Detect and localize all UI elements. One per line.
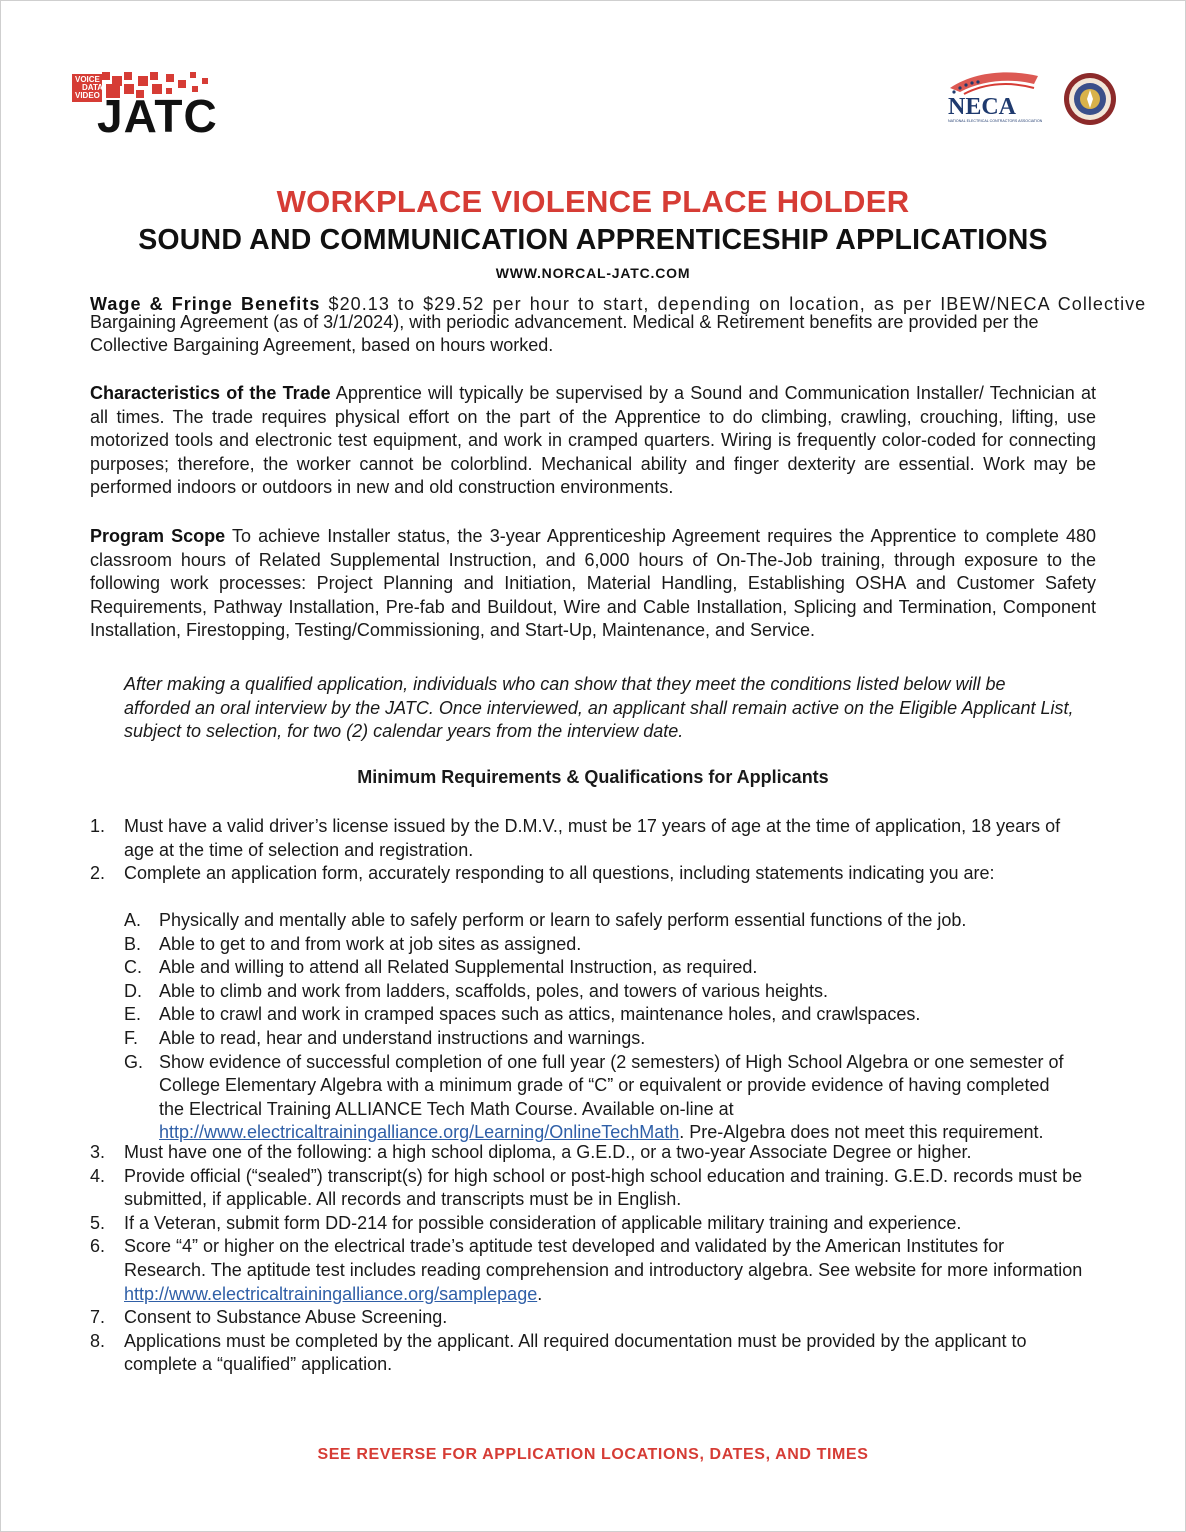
jatc-logo <box>72 72 272 134</box>
sub-list-item-text: Able to get to and from work at job sites as assigned. <box>159 933 582 954</box>
jatc-wordmark: JATC <box>97 90 218 134</box>
requirements-list-top <box>0 815 1186 886</box>
list-item <box>0 1165 1186 1212</box>
tech-math-link[interactable]: http://www.electricaltrainingalliance.org/Learning/OnlineTechMath <box>159 1122 680 1143</box>
sub-g-text-after: . Pre-Algebra does not meet this requirement. <box>679 1122 1044 1143</box>
sub-list-item-letter: G. <box>124 1051 144 1072</box>
list-item-number: 7. <box>90 1307 106 1328</box>
list-item <box>0 1141 1186 1165</box>
list-item <box>0 1212 1186 1236</box>
req-6-text: Score “4” or higher on the electrical trade’s aptitude test developed and validated by the American Institutes for Research. The aptitude test includes reading comprehension and introductory algebra. See website for more information <box>124 1236 1083 1280</box>
sub-list-item-letter: B. <box>124 933 142 954</box>
program-scope-text: To achieve Installer status, the 3-year Apprenticeship Agreement requires the Apprentice to complete 480 classroom hours of Related Supplemental Instruction, and 6,000 hours of On-The-Job training, through exposure to the following work processes: Project Planning and Initiation, Material Handling, Establishing OSHA and Customer Safety Requirements, Pathway Installation, Pre-fab and Buildout, Wire and Cable Installation, Splicing and Termination, Component Installation, Firestopping, Testing/Commissioning, and Start-Up, Maintenance, and Service. <box>90 526 1097 641</box>
sub-list-item-text <box>159 1051 1079 1145</box>
sub-list-item-text: Physically and mentally able to safely perform or learn to safely perform essential functions of the job. <box>159 910 967 930</box>
neca-subtext: NATIONAL ELECTRICAL CONTRACTORS ASSOCIATION <box>948 119 1042 123</box>
footer-note: SEE REVERSE FOR APPLICATION LOCATIONS, DATES, AND TIMES <box>317 1446 869 1463</box>
list-item <box>0 862 1186 886</box>
list-item <box>0 815 1186 862</box>
sub-list-item-letter: E. <box>124 1004 142 1025</box>
wage-line1: $20.13 to $29.52 per hour to start, depending on location, as per IBEW/NECA Collective <box>320 294 1147 314</box>
sub-list-item-letter: C. <box>124 957 142 978</box>
list-item-text: Provide official (“sealed”) transcript(s) for high school or post-high school education and training. G.E.D. records must be submitted, if applicable. All records and transcripts must be in English. <box>124 1165 1083 1210</box>
list-item-text: Complete an application form, accurately responding to all questions, including statements indicating you are: <box>124 863 995 884</box>
sub-list-item-letter: D. <box>124 980 142 1001</box>
list-item-number: 1. <box>90 816 106 836</box>
program-scope-paragraph <box>90 525 1096 643</box>
jatc-tagline-data: DATA <box>82 83 104 92</box>
list-item-text <box>124 1235 1084 1306</box>
sub-list-item-text: Able to crawl and work in cramped spaces such as attics, maintenance holes, and crawlspaces. <box>159 1004 921 1025</box>
program-scope-heading: Program Scope <box>90 526 226 546</box>
list-item-text: Applications must be completed by the applicant. All required documentation must be provided by the applicant to complete a “qualified” application. <box>124 1330 1027 1375</box>
website-url: WWW.NORCAL-JATC.COM <box>495 265 691 281</box>
list-item-text: Must have a valid driver’s license issued by the D.M.V., must be 17 years of age at the time of application, 18 years of age at the time of selection and registration. <box>124 816 1061 860</box>
characteristics-heading: Characteristics of the Trade <box>90 383 331 403</box>
list-item <box>0 1306 1186 1330</box>
sample-page-link[interactable]: http://www.electricaltrainingalliance.org/samplepage <box>124 1283 538 1304</box>
sub-list-item <box>0 1051 1186 1145</box>
neca-logo <box>942 70 1042 130</box>
list-item-text: Consent to Substance Abuse Screening. <box>124 1307 448 1328</box>
list-item-text: If a Veteran, submit form DD-214 for possible consideration of applicable military training and experience. <box>124 1212 962 1233</box>
wage-rest: Bargaining Agreement (as of 3/1/2024), with periodic advancement. Medical & Retirement benefits are provided per the Collective Bargaining Agreement, based on hours worked. <box>90 311 1039 356</box>
requirements-heading: Minimum Requirements & Qualifications for Applicants <box>357 767 829 787</box>
req-6-text-after: . <box>537 1283 543 1304</box>
list-item-text: Must have one of the following: a high school diploma, a G.E.D., or a two-year Associate Degree or higher. <box>124 1142 972 1162</box>
page-subtitle: SOUND AND COMMUNICATION APPRENTICESHIP APPLICATIONS <box>138 224 1048 256</box>
list-item-number: 2. <box>90 863 106 884</box>
intro-paragraph: After making a qualified application, individuals who can show that they meet the conditions listed below will be afforded an oral interview by the JATC. Once interviewed, an applicant shall remain active on the Eligible Applicant List, subject to selection, for two (2) calendar years from the interview date. <box>124 674 1074 742</box>
wage-paragraph <box>90 293 1147 358</box>
list-item <box>0 1330 1186 1377</box>
sub-list-item <box>0 1027 1186 1051</box>
jatc-tagline-voice: VOICE <box>75 75 100 84</box>
sub-g-text: Show evidence of successful completion of one full year (2 semesters) of High School Algebra or one semester of College Elementary Algebra with a minimum grade of “C” or equivalent or provide evidence of having completed the Electrical Training ALLIANCE Tech Math Course. Available on-line at <box>159 1051 1064 1119</box>
list-item-number: 5. <box>90 1212 106 1233</box>
sub-list-item <box>0 980 1186 1004</box>
list-item-number: 8. <box>90 1330 106 1351</box>
list-item <box>0 1235 1186 1306</box>
characteristics-text: Apprentice will typically be supervised by a Sound and Communication Installer/ Technician at all times. The trade requires physical effort on the part of the Apprentice to do climbing, crawling, crouching, lifting, use motorized tools and electronic test equipment, and work in cramped quarters. Wiring is frequently color-coded for connecting purposes; therefore, the worker cannot be colorblind. Mechanical ability and finger dexterity are essential. Work may be performed indoors or outdoors in new and old construction environments. <box>90 383 1096 498</box>
sub-requirements-list <box>0 909 1186 1145</box>
sub-list-item <box>0 956 1186 980</box>
list-item-number: 3. <box>90 1142 106 1162</box>
neca-wordmark: NECA <box>948 94 1017 120</box>
sub-list-item <box>0 1003 1186 1027</box>
sub-list-item-letter: A. <box>124 910 142 930</box>
sub-list-item <box>0 933 1186 957</box>
page-title: WORKPLACE VIOLENCE PLACE HOLDER <box>276 184 910 219</box>
wage-heading: Wage & Fringe Benefits <box>90 294 321 314</box>
sub-list-item-text: Able and willing to attend all Related Supplemental Instruction, as required. <box>159 957 758 978</box>
list-item-number: 6. <box>90 1236 106 1257</box>
jatc-tagline-video: VIDEO <box>75 91 100 100</box>
sub-list-item <box>0 909 1186 933</box>
ibew-seal-icon <box>1063 72 1117 126</box>
requirements-list-bottom <box>0 1141 1186 1377</box>
list-item-number: 4. <box>90 1165 106 1186</box>
characteristics-paragraph <box>90 382 1096 500</box>
sub-list-item-text: Able to climb and work from ladders, scaffolds, poles, and towers of various heights. <box>159 980 828 1001</box>
sub-list-item-text: Able to read, hear and understand instructions and warnings. <box>159 1027 646 1048</box>
sub-list-item-letter: F. <box>124 1027 139 1048</box>
